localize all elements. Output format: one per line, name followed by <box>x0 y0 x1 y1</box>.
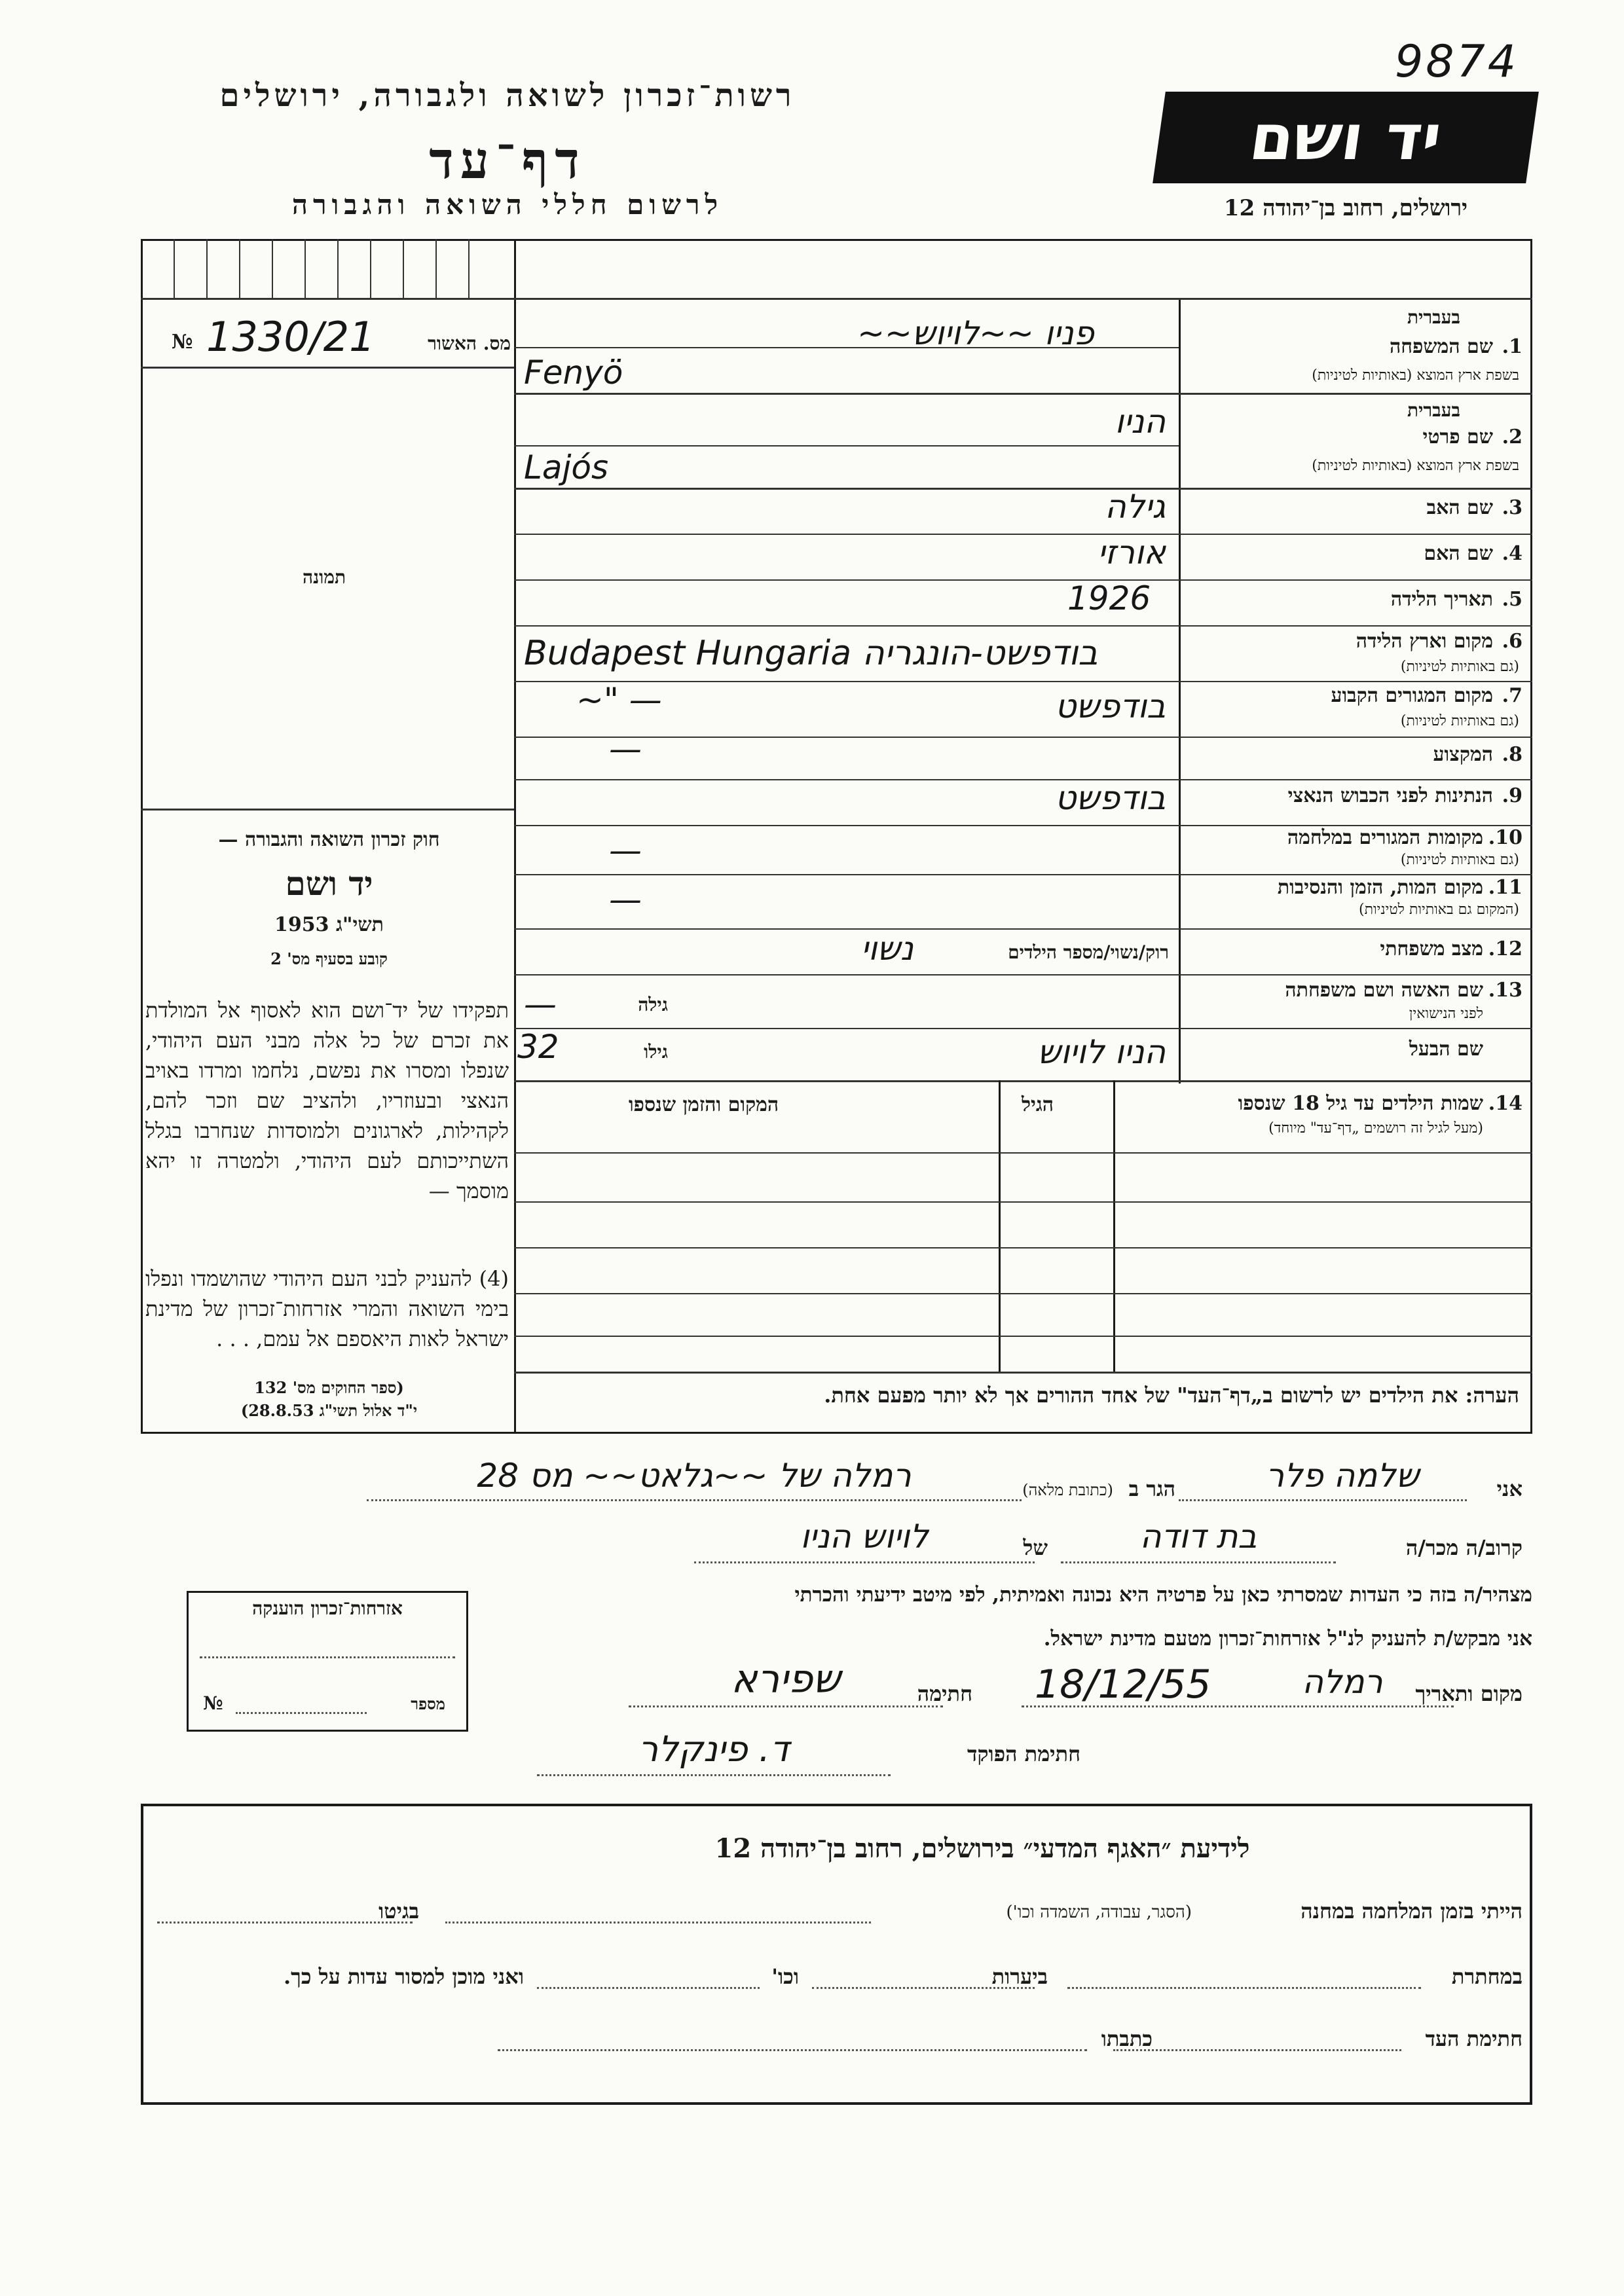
address: ירושלים, רחוב בן־יהודה 12 <box>1223 195 1468 221</box>
children-table-bottom <box>514 1372 1532 1374</box>
field-12-num: 12. <box>1488 938 1522 960</box>
field-13-label: שם האשה ושם משפחתה <box>1285 979 1483 1002</box>
field-2-lang: בעברית <box>1407 399 1460 421</box>
husband-bottom <box>514 1080 1532 1082</box>
field-7-value: בודפשט <box>1055 687 1166 725</box>
children-col-place: המקום והזמן שנספו <box>629 1093 779 1116</box>
decl-declarant: שלמה פלר <box>1265 1457 1420 1495</box>
field-13-inline-label: גילה <box>638 994 668 1015</box>
children-col-divider-1 <box>1113 1080 1115 1372</box>
field-1-lang: בעברית <box>1407 306 1460 328</box>
decl-relation: בת דודה <box>1139 1518 1257 1556</box>
law-text: תפקידו של יד־ושם הוא לאסוף אל המולדת את זכרם של כל אלה מבני העם היהודי, שנפלו ומסרו את נפשם, נלחמו ומרדו באויב הנאצי ובעוזריו, ולהציב שם וזכר להם, לקהילות, לארגונים ולמוסדות שנחרבו בגלל השתייכותם לעם היהודי, ולמטרה זו יהא מוסמך — <box>145 998 509 1203</box>
form-subtitle: לרשום חללי השואה והגבורה <box>291 189 724 221</box>
field-13-num: 13. <box>1488 979 1522 1002</box>
children-sub: (מעל לגיל זה רושמים „דף־עד" מיוחד) <box>1268 1120 1483 1137</box>
field-7-value-extra: ~" — <box>576 681 662 719</box>
children-note: הערה: את הילדים יש לרשום ב„דף־העד" של אחד ההורים אך לא יותר מפעם אחת. <box>824 1383 1519 1408</box>
field-2-label: שם פרטי <box>1422 426 1493 448</box>
field-12-label: מצב משפחתי <box>1380 938 1483 960</box>
field-11-label: מקום המות, הזמן והנסיבות <box>1277 876 1483 899</box>
field-12-bottom <box>514 974 1532 975</box>
field-6-bottom <box>514 681 1532 682</box>
field-6-value: Budapest Hungaria בודפשט-הונגריה <box>524 634 1098 673</box>
decl-officer-signature: ד. פינקלר <box>638 1728 790 1770</box>
decl-date: 18/12/55 <box>1035 1662 1211 1707</box>
footer-line3-end: כתבתו <box>1101 2026 1153 2051</box>
field-12-value: נשוי <box>860 930 913 968</box>
field-7-label: מקום המגורים הקבוע <box>1331 684 1493 707</box>
field-1-num: 1. <box>1502 335 1522 358</box>
footer-line3-dots-2 <box>498 2049 1087 2051</box>
field-11-value: — <box>609 881 642 919</box>
decl-relative-of: לויוש הניו <box>800 1518 929 1556</box>
footer-line1-end: בגיטו <box>378 1899 419 1923</box>
footer-title: לידיעת ״האגף המדעי״ בירושלים, רחוב בן־יהודה 12 <box>714 1833 1250 1864</box>
field-13-value: — <box>524 985 557 1023</box>
decl-relation-line <box>1061 1561 1336 1563</box>
field-6-label: מקום וארץ הלידה <box>1356 630 1493 653</box>
field-5-label: תאריך הלידה <box>1390 588 1493 611</box>
field-1-sub: בשפת ארץ המוצא (באותיות לטיניות) <box>1312 367 1519 384</box>
field-10-sub: (גם באותיות לטיניות) <box>1400 852 1519 868</box>
field-2-num: 2. <box>1502 426 1522 448</box>
photo-bottom-line <box>141 809 514 811</box>
top-strip-cells <box>141 239 514 298</box>
decl-resides-label: הגר ב <box>1128 1476 1175 1501</box>
decl-relative-of-line <box>694 1561 1035 1563</box>
field-12-inline-label: רוק/נשוי/מספר הילדים <box>1008 941 1169 963</box>
field-1-rule <box>514 347 1179 348</box>
field-5-value: 1926 <box>1067 579 1151 617</box>
decl-place-date-line <box>1022 1705 1454 1707</box>
field-10-label: מקומות המגורים במלחמה <box>1287 826 1483 849</box>
field-10-num: 10. <box>1488 826 1522 849</box>
record-divider <box>141 367 514 369</box>
field-13-bottom <box>514 1028 1532 1029</box>
field-4-num: 4. <box>1502 542 1522 565</box>
decl-signature-line <box>629 1705 943 1707</box>
law-source-date: י"ד אלול תשי"ג 28.8.53) <box>240 1401 418 1420</box>
fields-top-line <box>514 298 1532 300</box>
decl-i-label: אני <box>1496 1476 1522 1501</box>
citizenship-line-1 <box>200 1656 455 1658</box>
children-header-bottom <box>514 1152 1532 1154</box>
law-text-2: (4) להעניק לבני העם היהודי שהושמדו ונפלו בימי השואה והמרי אזרחות־זכרון של מדינת ישראל לאות היאספם אל עמם, . . . <box>145 1266 509 1351</box>
field-8-value: — <box>609 730 642 768</box>
field-1-label: שם המשפחה <box>1389 335 1493 358</box>
husband-label: שם הבעל <box>1409 1038 1483 1061</box>
children-row-4 <box>514 1336 1532 1337</box>
field-7-sub: (גם באותיות לטיניות) <box>1400 713 1519 729</box>
field-10-bottom <box>514 874 1532 875</box>
footer-line2-dots-3 <box>537 1987 760 1989</box>
record-number: 1330/21 <box>206 313 375 361</box>
field-9-value: בודפשט <box>1055 779 1166 817</box>
field-11-sub: (המקום גם באותיות לטיניות) <box>1359 902 1519 918</box>
husband-age: 32 <box>517 1028 559 1066</box>
record-label: מס. האשור <box>428 333 511 354</box>
field-8-label: המקצוע <box>1433 743 1493 766</box>
top-strip-line <box>141 298 514 300</box>
husband-value: הניו לויוש <box>1037 1033 1166 1071</box>
field-3-bottom <box>514 534 1532 535</box>
decl-request: אני מבקש/ת להעניק לנ"ל אזרחות־זכרון מטעם מדינת ישראל. <box>1043 1627 1532 1650</box>
form-title: דף־עד <box>429 131 586 191</box>
field-6-sub: (גם באותיות לטיניות) <box>1400 659 1519 675</box>
children-col-divider-2 <box>999 1080 1001 1372</box>
decl-signature: שפירא <box>731 1656 841 1702</box>
decl-address-hint: (כתובת מלאה) <box>1022 1481 1113 1499</box>
authority-title: רשות־זכרון לשואה ולגבורה, ירושלים <box>219 77 796 114</box>
field-3-label: שם האב <box>1426 496 1493 519</box>
decl-officer-line <box>537 1774 891 1776</box>
decl-declarant-line <box>1179 1499 1467 1501</box>
footer-line1-label: הייתי בזמן המלחמה במחנה <box>1301 1899 1522 1923</box>
law-clause: קובע בסעיף מס' 2 <box>270 949 388 968</box>
decl-address-line <box>367 1499 1022 1501</box>
decl-officer-label: חתימת הפוקד <box>967 1741 1080 1766</box>
logo-text: יד ושם <box>1245 101 1447 174</box>
field-2-value-latin: Lajós <box>524 448 609 486</box>
field-8-num: 8. <box>1502 743 1522 766</box>
footer-line2-etc: וכו' <box>771 1964 799 1989</box>
archive-stamp-number: 9874 <box>1395 36 1519 88</box>
field-1-bottom <box>514 393 1532 395</box>
law-title: חוק זכרון השואה והגבורה — <box>218 828 440 851</box>
decl-place: רמלה <box>1302 1663 1383 1701</box>
footer-line3-label: חתימת העד <box>1425 2026 1522 2051</box>
field-7-bottom <box>514 737 1532 738</box>
field-1-value-hebrew: פניו ~~לויוש~~ <box>857 314 1094 352</box>
footer-line2-dots-1 <box>1067 1987 1421 1989</box>
field-4-value: אורזי <box>1098 534 1166 572</box>
left-column-divider <box>514 239 516 1434</box>
decl-relative-label: קרוב/ה מכר/ה <box>1405 1535 1522 1560</box>
field-2-bottom <box>514 488 1532 490</box>
footer-line2-label: במחתרת <box>1451 1964 1522 1989</box>
children-row-1 <box>514 1201 1532 1203</box>
yad-vashem-logo <box>1153 92 1539 183</box>
law-source: (ספר החוקים מס' 132 <box>254 1378 404 1397</box>
children-row-3 <box>514 1293 1532 1294</box>
decl-of-label: של <box>1023 1535 1048 1560</box>
field-3-value: גילה <box>1105 488 1166 526</box>
husband-age-label: גילו <box>644 1041 668 1063</box>
decl-statement: מצהיר/ה בזה כי העדות שמסרתי כאן על פרטיה היא נכונה ואמיתית, לפי מיטב ידיעתי והכרתי <box>794 1583 1532 1607</box>
footer-line1-hint: (הסגר, עבודה, השמדה וכו') <box>1006 1903 1192 1922</box>
footer-line3-dots-1 <box>1113 2049 1401 2051</box>
footer-line2-mid: ביערות <box>991 1964 1048 1989</box>
field-6-num: 6. <box>1502 630 1522 653</box>
field-9-label: הנתינות לפני הכבוש הנאצי <box>1287 784 1493 807</box>
children-num: 14. <box>1488 1092 1522 1115</box>
footer-line2-dots-2 <box>812 1987 1035 1989</box>
children-col-age: הגיל <box>1022 1093 1054 1116</box>
field-4-label: שם האם <box>1424 542 1493 565</box>
footer-line1-dots-2 <box>157 1922 413 1923</box>
citizenship-no-sign: № <box>203 1692 223 1714</box>
footer-line1-dots <box>445 1922 871 1923</box>
field-5-bottom <box>514 625 1532 627</box>
field-7-num: 7. <box>1502 684 1522 707</box>
law-name: יד ושם <box>285 864 373 903</box>
field-11-bottom <box>514 928 1532 930</box>
children-row-2 <box>514 1247 1532 1248</box>
label-column-divider <box>1179 298 1181 1084</box>
citizenship-title: אזרחות־זכרון הוענקה <box>252 1597 403 1619</box>
field-2-value-hebrew: הניו <box>1115 403 1166 441</box>
photo-label: תמונה <box>302 566 346 588</box>
decl-signature-label: חתימה <box>917 1681 972 1706</box>
law-year: תשי"ג 1953 <box>274 913 384 936</box>
record-no-sign: № <box>172 331 193 354</box>
decl-place-date-label: מקום ותאריך <box>1415 1681 1522 1706</box>
field-9-num: 9. <box>1502 784 1522 807</box>
field-4-bottom <box>514 579 1532 581</box>
decl-address: רמלה של ~~גלאט~~ מס 28 <box>477 1457 912 1495</box>
citizenship-number-label: מספר <box>411 1694 445 1713</box>
citizenship-number-line <box>236 1712 367 1714</box>
children-label: שמות הילדים עד גיל 18 שנספו <box>1238 1092 1483 1115</box>
field-2-rule <box>514 445 1179 446</box>
field-3-num: 3. <box>1502 496 1522 519</box>
field-13-sub: לפני הנישואין <box>1409 1006 1483 1022</box>
field-1-value-latin: Fenyö <box>524 354 623 392</box>
field-2-sub: בשפת ארץ המוצא (באותיות לטיניות) <box>1312 458 1519 474</box>
field-10-value: — <box>609 831 642 869</box>
field-5-num: 5. <box>1502 588 1522 611</box>
field-11-num: 11. <box>1488 876 1522 899</box>
footer-line2-end: ואני מוכן למסור עדות על כך. <box>283 1964 524 1989</box>
